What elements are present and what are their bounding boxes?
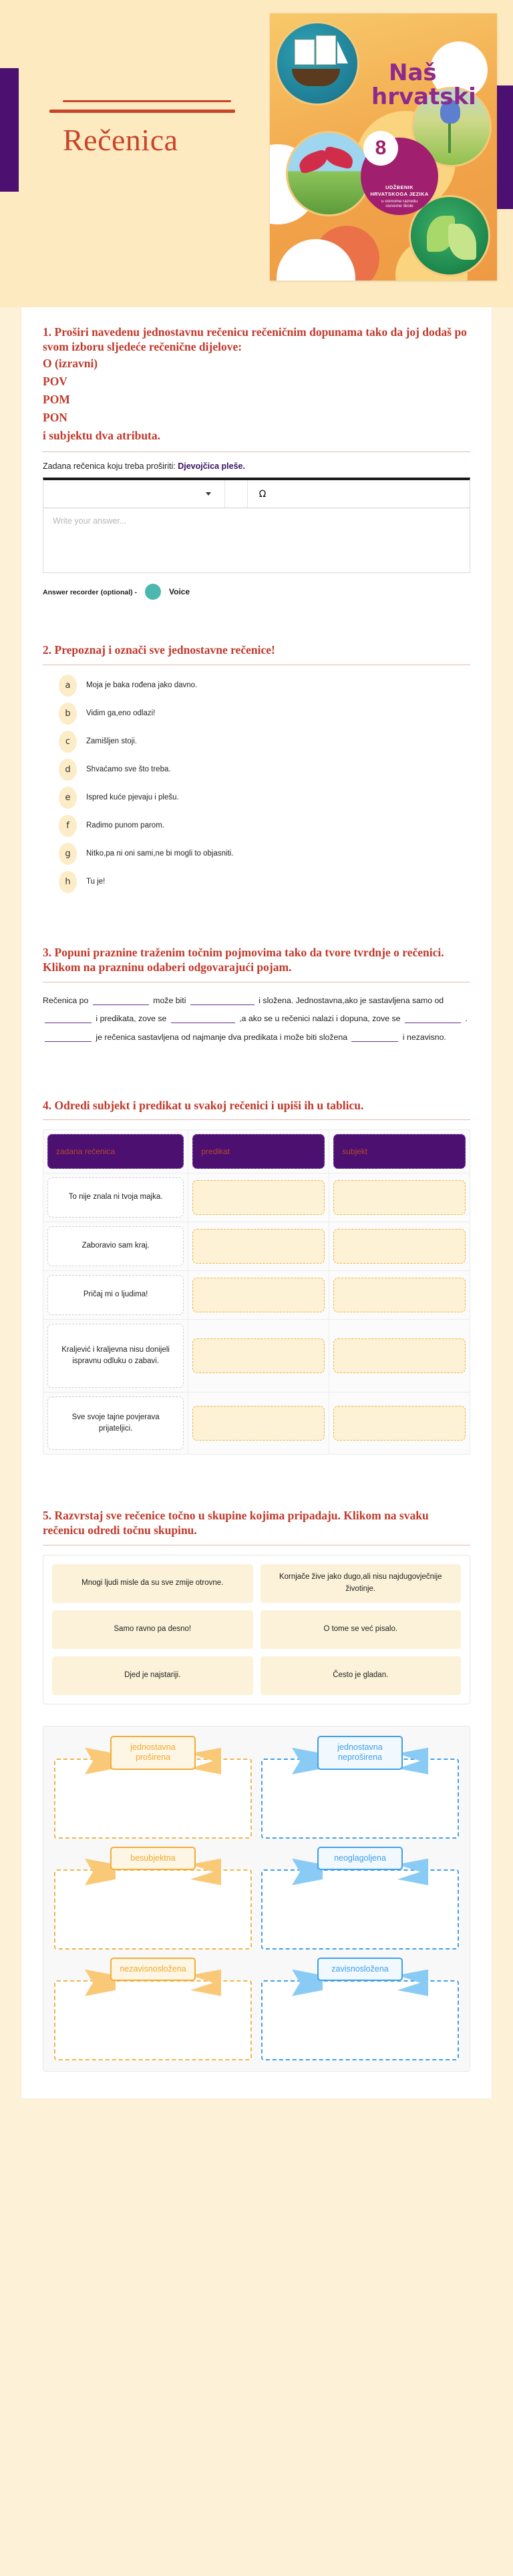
blank-input-1[interactable]	[93, 996, 149, 1005]
question-1-item-0: O (izravni)	[43, 356, 98, 370]
page-title-block	[24, 100, 244, 158]
page-title: Rečenica	[63, 123, 178, 157]
question-1-section	[21, 307, 492, 602]
blank-input-4[interactable]	[171, 1014, 235, 1023]
predicate-drop-cell[interactable]	[192, 1278, 325, 1312]
list-item[interactable]	[43, 787, 470, 809]
cover-grade-number: 8	[363, 131, 398, 166]
drop-zone-zavisnoslozena[interactable]	[261, 1958, 459, 2060]
question-2-title: 2. Prepoznaj i označi sve jednostavne rečenice!	[43, 643, 275, 657]
question-1-item-2: POM	[43, 393, 70, 407]
pool-item[interactable]: Mnogi ljudi misle da su sve zmije otrovne.	[52, 1564, 253, 1603]
drop-zone-nezavisnoslozena[interactable]	[54, 1958, 252, 2060]
zone-ribbon	[110, 1847, 196, 1871]
cover-badge-line4: osnovne škole	[385, 204, 413, 208]
subject-drop-cell[interactable]	[333, 1406, 466, 1441]
zone-ribbon	[317, 1847, 403, 1871]
answer-editor[interactable]	[43, 478, 470, 573]
sentence-cell: To nije znala ni tvoja majka.	[47, 1177, 184, 1218]
voice-label: Voice	[169, 587, 190, 597]
table-row	[43, 1270, 470, 1319]
zone-dropbox[interactable]	[54, 1869, 252, 1950]
question-1-divider	[43, 451, 470, 452]
textbook-cover-image	[270, 13, 497, 281]
sentence-cell: Sve svoje tajne povjerava prijateljici.	[47, 1397, 184, 1450]
list-item[interactable]	[43, 703, 470, 725]
cover-title-line2: hrvatski	[371, 83, 476, 110]
page-header	[0, 0, 513, 307]
question-3-section	[21, 928, 492, 1047]
question-3-title: 3. Popuni praznine traženim točnim pojmovima tako da tvore tvrdnje o rečenici. Klikom na prazninu odaberi odgovarajući pojam.	[43, 945, 444, 974]
subject-drop-cell[interactable]	[333, 1338, 466, 1373]
cover-badge-line3: u osmome razredu	[381, 199, 418, 204]
title-rule-thick	[49, 110, 235, 113]
sentence-cell: Pričaj mi o ljudima!	[47, 1275, 184, 1315]
header-accent-bar-left	[0, 68, 19, 192]
q3-text-7: .	[465, 1014, 468, 1024]
option-text: Vidim ga,eno odlazi!	[86, 709, 156, 718]
editor-toolbar-rest	[277, 480, 470, 508]
cover-badge-line2: HRVATSKOGA JEZIKA	[370, 191, 429, 197]
question-2-section	[21, 625, 492, 892]
list-item[interactable]	[43, 675, 470, 697]
option-text: Moja je baka rođena jako davno.	[86, 681, 198, 690]
cover-badge-line1: UDŽBENIK	[385, 184, 413, 190]
voice-record-button[interactable]	[145, 584, 161, 600]
answer-recorder-row	[43, 584, 470, 602]
answer-recorder-label-text: Answer recorder	[43, 588, 99, 597]
option-text: Radimo punom parom.	[86, 821, 164, 830]
q3-text-4: Jednostavna,ako je sastavljena samo od	[295, 995, 444, 1005]
answer-recorder-label	[43, 587, 137, 596]
zone-dropbox[interactable]	[261, 1759, 459, 1839]
pool-item[interactable]: Samo ravno pa desno!	[52, 1610, 253, 1649]
list-item[interactable]	[43, 843, 470, 865]
table-row	[43, 1319, 470, 1392]
subject-drop-cell[interactable]	[333, 1278, 466, 1312]
blank-input-7[interactable]	[351, 1033, 398, 1042]
special-character-button[interactable]: Ω	[259, 488, 267, 500]
cover-photo-ship	[275, 21, 359, 106]
zone-ribbon	[110, 1736, 196, 1770]
q3-text-2: može biti	[153, 995, 186, 1005]
editor-style-dropdown[interactable]	[43, 480, 225, 508]
zone-label: nezavisnosložena	[110, 1958, 196, 1982]
table-row	[43, 1173, 470, 1222]
zone-label: neoglagoljena	[317, 1847, 403, 1871]
question-2-options	[43, 675, 470, 893]
given-sentence-line	[43, 462, 470, 471]
pool-item[interactable]: Kornjače žive jako dugo,ali nisu najdugovječnije životinje.	[261, 1564, 462, 1603]
list-item[interactable]	[43, 759, 470, 781]
sentence-pool	[43, 1555, 470, 1704]
zone-dropbox[interactable]	[54, 1980, 252, 2060]
q3-text-8: je rečenica sastavljena od najmanje dva predikata i može biti složena	[96, 1032, 348, 1042]
worksheet-sheet	[21, 307, 492, 2098]
sentence-cell: Zaboravio sam kraj.	[47, 1226, 184, 1266]
blank-input-5[interactable]	[405, 1014, 461, 1023]
pool-item[interactable]: Djed je najstariji.	[52, 1656, 253, 1695]
given-sentence-value: Djevojčica pleše.	[178, 462, 245, 472]
blank-input-3[interactable]	[45, 1014, 92, 1023]
question-5-title: 5. Razvrstaj sve rečenice točno u skupine kojima pripadaju. Klikom na svaku rečenicu odredi točnu skupinu.	[43, 1508, 429, 1537]
column-header-predicate: predikat	[192, 1134, 325, 1169]
cover-photo-folk-bird	[286, 131, 371, 216]
chevron-down-icon	[206, 492, 211, 496]
option-text: Zamišljen stoji.	[86, 737, 138, 746]
q3-text-9: i nezavisno.	[402, 1032, 446, 1042]
q3-text-3: i složena.	[259, 995, 294, 1005]
cover-title-line1: Naš	[389, 59, 437, 86]
zone-label: besubjektna	[110, 1847, 196, 1871]
question-3-paragraph	[43, 992, 470, 1047]
option-letter-badge: a	[59, 675, 77, 697]
question-4-section	[21, 1081, 492, 1455]
option-letter-badge: g	[59, 843, 77, 865]
option-letter-badge: d	[59, 759, 77, 781]
option-text: Nitko,pa ni oni sami,ne bi mogli to objasniti.	[86, 850, 234, 858]
drop-zone-neoglagoljena[interactable]	[261, 1847, 459, 1950]
option-letter-badge: e	[59, 787, 77, 809]
question-1-item-1: POV	[43, 374, 67, 388]
q3-text-6: ,a ako se u rečenici nalazi i dopuna, zove se	[239, 1014, 401, 1024]
zone-ribbon	[317, 1958, 403, 1982]
column-header-sentence: zadana rečenica	[47, 1134, 184, 1169]
option-letter-badge: f	[59, 815, 77, 837]
category-drop-zones	[43, 1726, 470, 2072]
question-1-item-4: i subjektu dva atributa.	[43, 429, 161, 443]
option-letter-badge: c	[59, 731, 77, 753]
table-row	[43, 1392, 470, 1454]
predicate-drop-cell[interactable]	[192, 1338, 325, 1373]
pool-item[interactable]: Često je gladan.	[261, 1656, 462, 1695]
zone-ribbon	[317, 1736, 403, 1770]
column-header-subject: subjekt	[333, 1134, 466, 1169]
option-letter-badge: b	[59, 703, 77, 725]
predicate-drop-cell[interactable]	[192, 1406, 325, 1441]
option-text: Shvaćamo sve što treba.	[86, 765, 171, 774]
subject-drop-cell[interactable]	[333, 1229, 466, 1264]
option-text: Ispred kuće pjevaju i plešu.	[86, 793, 179, 802]
option-text: Tu je!	[86, 878, 106, 886]
question-1-title: 1. Proširi navedenu jednostavnu rečenicu rečeničnim dopunama tako da joj dodaš po svom izboru sljedeće rečenične dijelove:	[43, 325, 467, 354]
answer-textarea[interactable]: Write your answer...	[53, 516, 127, 526]
blank-input-2[interactable]	[190, 996, 254, 1005]
title-rule-thin	[63, 100, 231, 102]
drop-zone-besubjektna[interactable]	[54, 1847, 252, 1950]
q3-text-1: Rečenica po	[43, 995, 89, 1005]
drop-zone-jednostavna-neprosirena[interactable]	[261, 1736, 459, 1839]
editor-toolbar-spacer	[225, 480, 248, 508]
zone-label: jednostavna neproširena	[317, 1736, 403, 1770]
drop-zone-jednostavna-prosirena[interactable]	[54, 1736, 252, 1839]
zone-dropbox[interactable]	[261, 1869, 459, 1950]
zone-ribbon	[110, 1958, 196, 1982]
subject-predicate-table	[43, 1129, 470, 1455]
question-4-divider	[43, 1119, 470, 1120]
question-1-item-3: PON	[43, 411, 67, 425]
given-sentence-prefix: Zadana rečenica koju treba proširiti:	[43, 462, 176, 472]
list-item[interactable]	[43, 815, 470, 837]
predicate-drop-cell[interactable]	[192, 1180, 325, 1215]
editor-toolbar	[43, 480, 470, 508]
list-item[interactable]	[43, 731, 470, 753]
option-letter-badge: h	[59, 871, 77, 893]
zone-label: zavisnosložena	[317, 1958, 403, 1982]
zone-label: jednostavna proširena	[110, 1736, 196, 1770]
table-header-row	[43, 1129, 470, 1173]
q3-text-5: i predikata, zove se	[96, 1014, 167, 1024]
sentence-cell: Kraljević i kraljevna nisu donijeli ispravnu odluku o zabavi.	[47, 1324, 184, 1388]
blank-input-6[interactable]	[45, 1033, 92, 1042]
list-item[interactable]	[43, 871, 470, 893]
zone-dropbox[interactable]	[54, 1759, 252, 1839]
question-4-title: 4. Odredi subjekt i predikat u svakoj rečenici i upiši ih u tablicu.	[43, 1098, 364, 1112]
subject-drop-cell[interactable]	[333, 1180, 466, 1215]
predicate-drop-cell[interactable]	[192, 1229, 325, 1264]
zone-dropbox[interactable]	[261, 1980, 459, 2060]
question-5-section	[21, 1491, 492, 2072]
pool-item[interactable]: O tome se već pisalo.	[261, 1610, 462, 1649]
answer-recorder-optional-text: (optional) -	[100, 588, 138, 597]
table-row	[43, 1222, 470, 1270]
